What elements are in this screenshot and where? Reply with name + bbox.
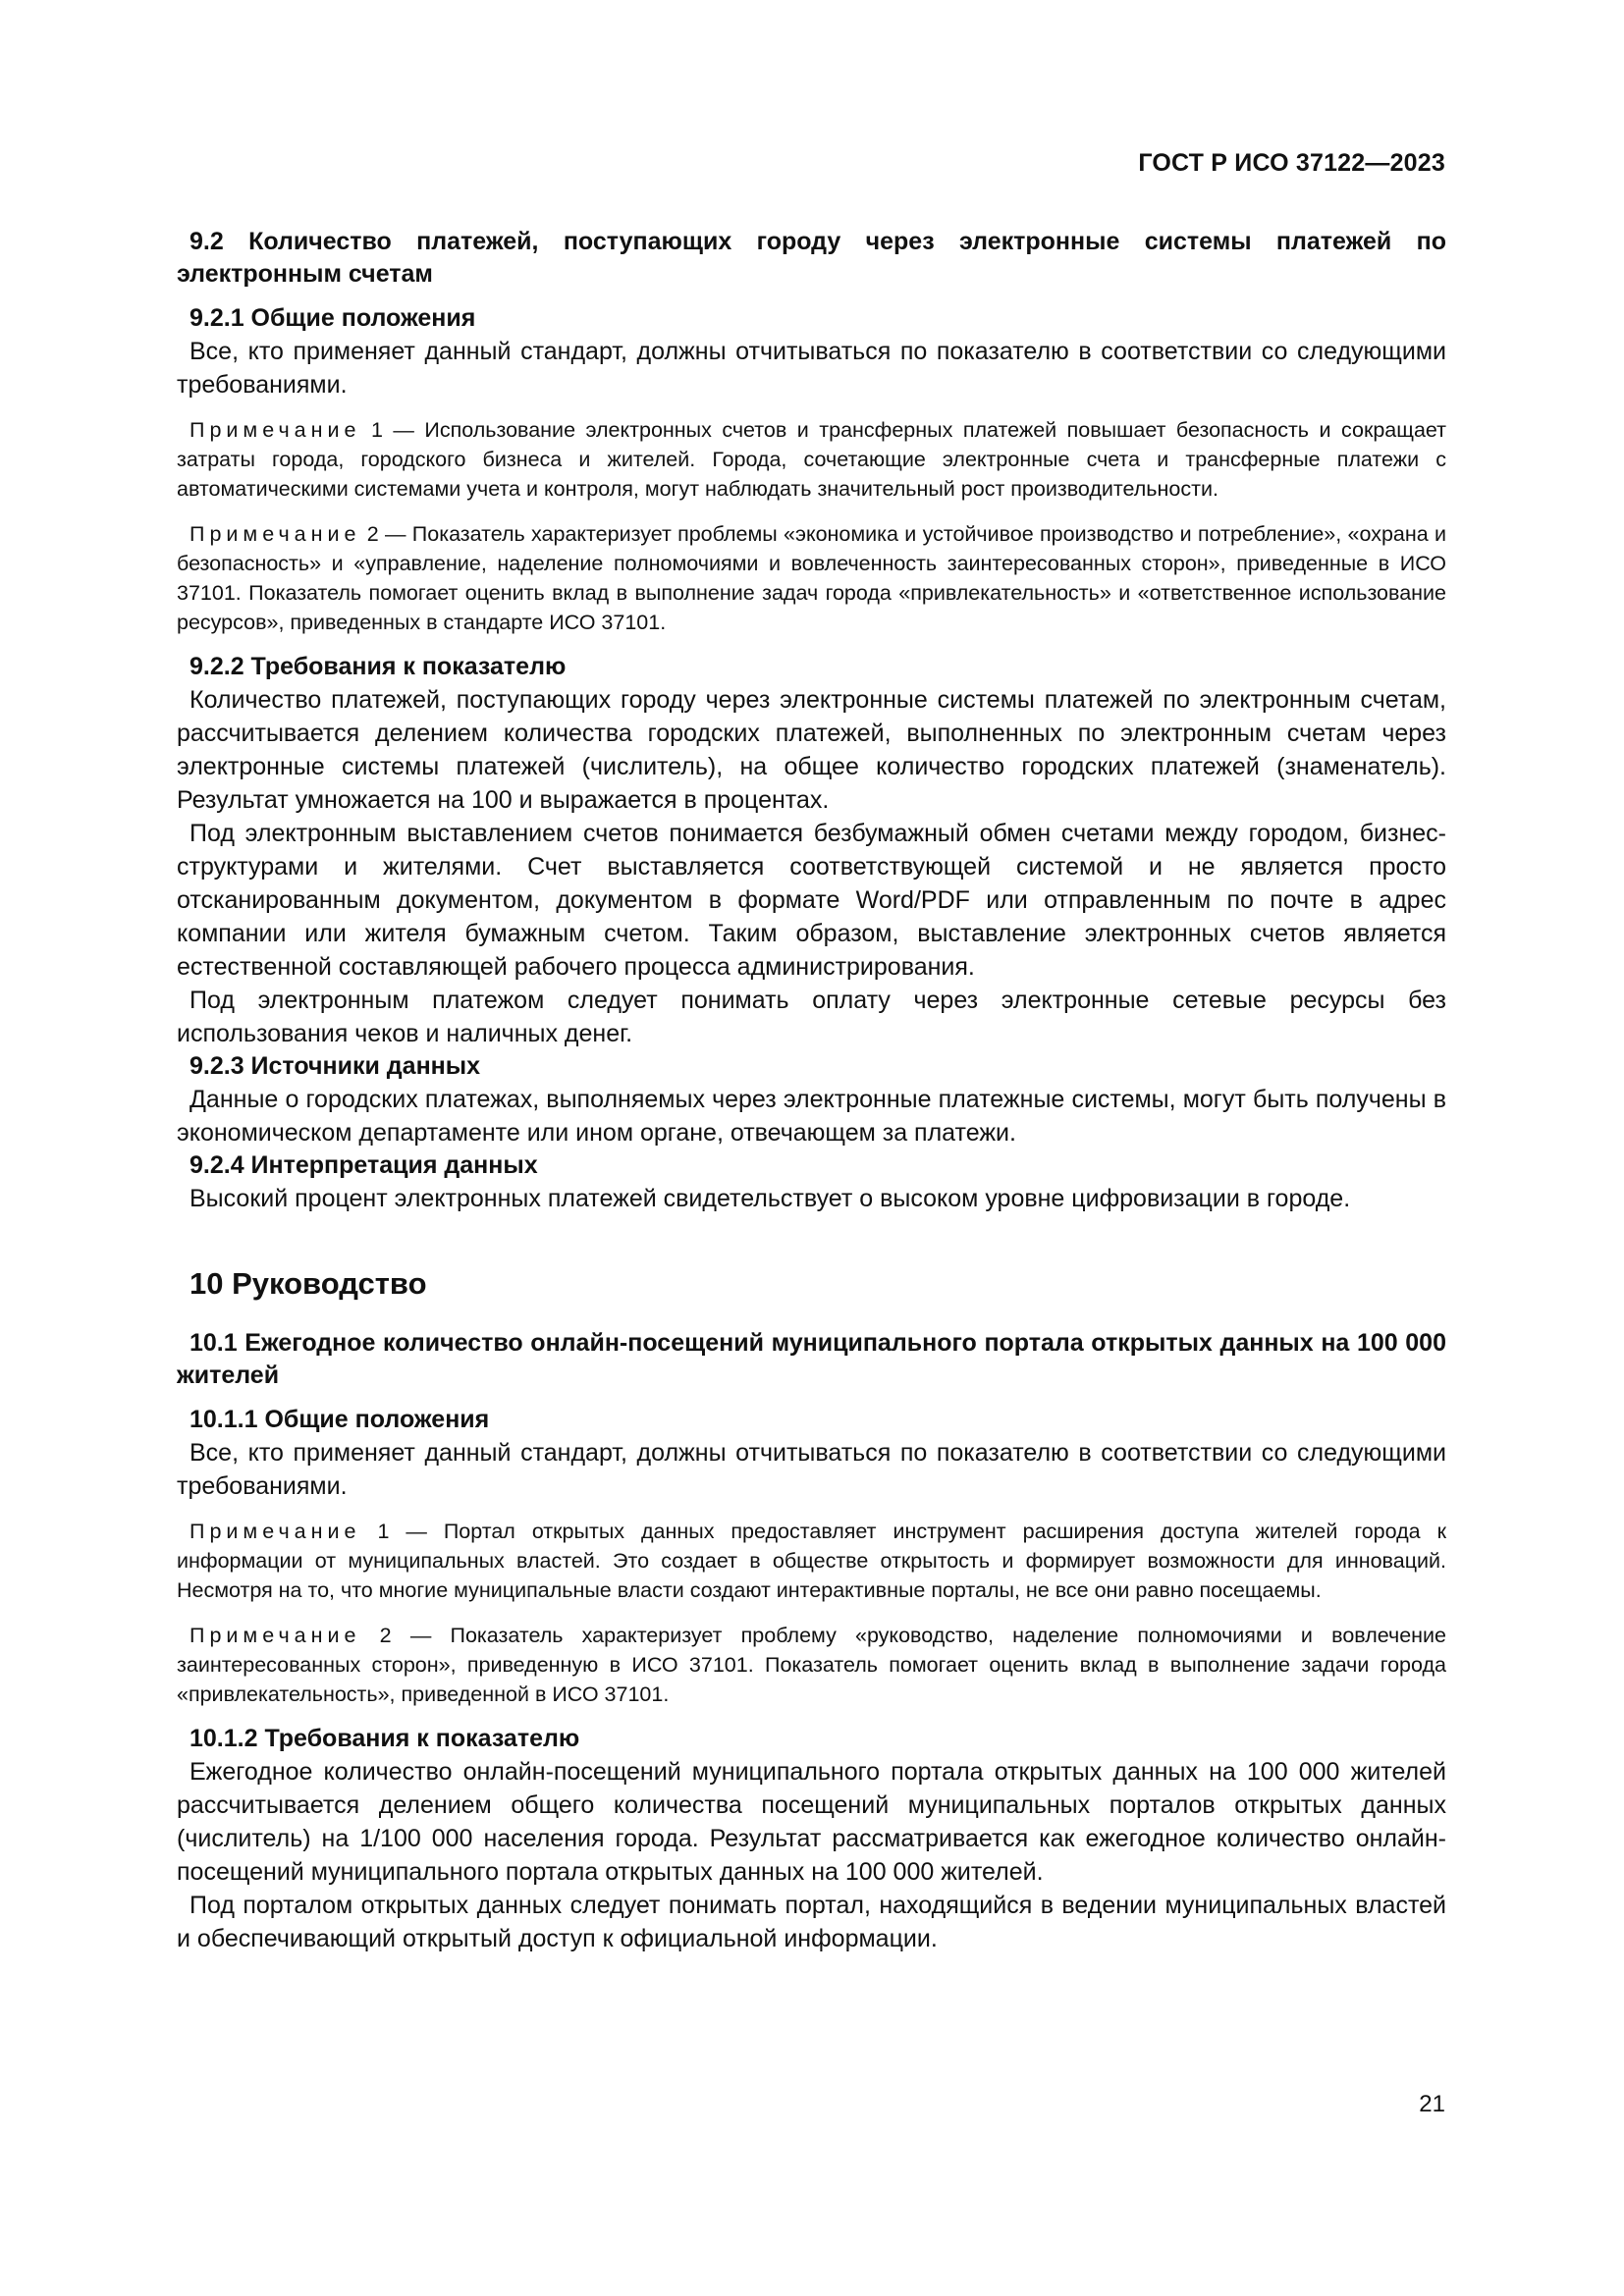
note-text: — Показатель характеризует проблему «руководство, наделение полномочиями и вовлечение заинтересованных сторон», приведенную в ИСО 37101. Показатель помогает оценить вклад в выполнение задачи города «привлекательность», приведенной в ИСО 37101. <box>177 1624 1446 1706</box>
note-number: 2 <box>366 522 379 546</box>
note-text: — Показатель характеризует проблемы «экономика и устойчивое производство и потребление», «охрана и безопасность» и «управление, наделение полномочиями и вовлеченность заинтересованных сторон», приведенные в ИСО 37101. Показатель помогает оценить вклад в выполнение задач города «привлекательность» и «ответственное использование ресурсов», приведенных в стандарте ИСО 37101. <box>177 522 1446 634</box>
section-9-2-3-title: 9.2.3 Источники данных <box>189 1052 481 1080</box>
note-label: Примечание <box>189 1624 361 1647</box>
section-9-2-1-note-1 <box>177 415 1446 504</box>
section-10-1-2-paragraph-2: Под порталом открытых данных следует понимать портал, находящийся в ведении муниципальных властей и обеспечивающий открытый доступ к официальной информации. <box>177 1892 1446 1952</box>
document-code-header: ГОСТ Р ИСО 37122—2023 <box>1138 149 1445 177</box>
note-number: 1 <box>377 1520 390 1543</box>
section-9-2-2-paragraph-2: Под электронным выставлением счетов понимается безбумажный обмен счетами между городом, бизнес-структурами и жителями. Счет выставляется соответствующей системой и не является просто отсканированным документом, документом в формате Word/PDF или отправленным по почте в адрес компании или жителя бумажным счетом. Таким образом, выставление электронных счетов является естественной составляющей рабочего процесса администрирования. <box>177 820 1446 981</box>
note-label: Примечание <box>189 522 361 546</box>
section-10-1-2-paragraph-1: Ежегодное количество онлайн-посещений муниципального портала открытых данных на 100 000 жителей рассчитывается делением общего количества посещений муниципальных порталов открытых данных (числитель) на 1/100 000 населения города. Результат рассматривается как ежегодное количество онлайн-посещений муниципального портала открытых данных на 100 000 жителей. <box>177 1758 1446 1886</box>
note-label: Примечание <box>189 418 361 442</box>
section-9-2-2-title: 9.2.2 Требования к показателю <box>189 653 567 680</box>
page-number: 21 <box>1419 2091 1445 2117</box>
document-body <box>177 226 1446 1955</box>
section-10-1-1-note-2 <box>177 1621 1446 1709</box>
section-9-2-1-text: Все, кто применяет данный стандарт, должны отчитываться по показателю в соответствии со следующими требованиями. <box>177 338 1446 399</box>
section-9-2-2-paragraph-3: Под электронным платежом следует понимать оплату через электронные сетевые ресурсы без использования чеков и наличных денег. <box>177 987 1446 1047</box>
section-9-2-1-note-2 <box>177 519 1446 637</box>
note-label: Примечание <box>189 1520 361 1543</box>
section-10-1-1-note-1 <box>177 1517 1446 1605</box>
section-10-1-1-text: Все, кто применяет данный стандарт, должны отчитываться по показателю в соответствии со следующими требованиями. <box>177 1439 1446 1500</box>
section-9-2-3-text: Данные о городских платежах, выполняемых через электронные платежные системы, могут быть получены в экономическом департаменте или ином органе, отвечающем за платежи. <box>177 1086 1446 1147</box>
section-9-2-2-paragraph-1: Количество платежей, поступающих городу через электронные системы платежей по электронным счетам, рассчитывается делением количества городских платежей, выполненных по электронным счетам через электронные системы платежей (числитель), на общее количество городских платежей (знаменатель). Результат умножается на 100 и выражается в процентах. <box>177 686 1446 814</box>
note-text: — Портал открытых данных предоставляет инструмент расширения доступа жителей города к информации от муниципальных властей. Это создает в обществе открытость и формирует возможности для инноваций. Несмотря на то, что многие муниципальные власти создают интерактивные порталы, не все они равно посещаемы. <box>177 1520 1446 1602</box>
note-text: — Использование электронных счетов и трансферных платежей повышает безопасность и сокращает затраты города, городского бизнеса и жителей. Города, сочетающие электронные счета и трансферные платежи с автоматическими системами учета и контроля, могут наблюдать значительный рост производительности. <box>177 418 1446 501</box>
note-number: 1 <box>370 418 383 442</box>
section-9-2-title: 9.2 Количество платежей, поступающих городу через электронные системы платежей по электронным счетам <box>177 228 1446 288</box>
note-number: 2 <box>379 1624 392 1647</box>
section-10-1-1-title: 10.1.1 Общие положения <box>189 1406 490 1433</box>
section-10-1-2-title: 10.1.2 Требования к показателю <box>189 1725 580 1752</box>
section-9-2-1-title: 9.2.1 Общие положения <box>189 304 476 332</box>
section-10-title: 10 Руководство <box>189 1266 427 1301</box>
section-9-2-4-text: Высокий процент электронных платежей свидетельствует о высоком уровне цифровизации в городе. <box>189 1185 1351 1212</box>
section-9-2-4-title: 9.2.4 Интерпретация данных <box>189 1151 538 1179</box>
section-10-1-title: 10.1 Ежегодное количество онлайн-посещений муниципального портала открытых данных на 100 000 жителей <box>177 1329 1446 1389</box>
